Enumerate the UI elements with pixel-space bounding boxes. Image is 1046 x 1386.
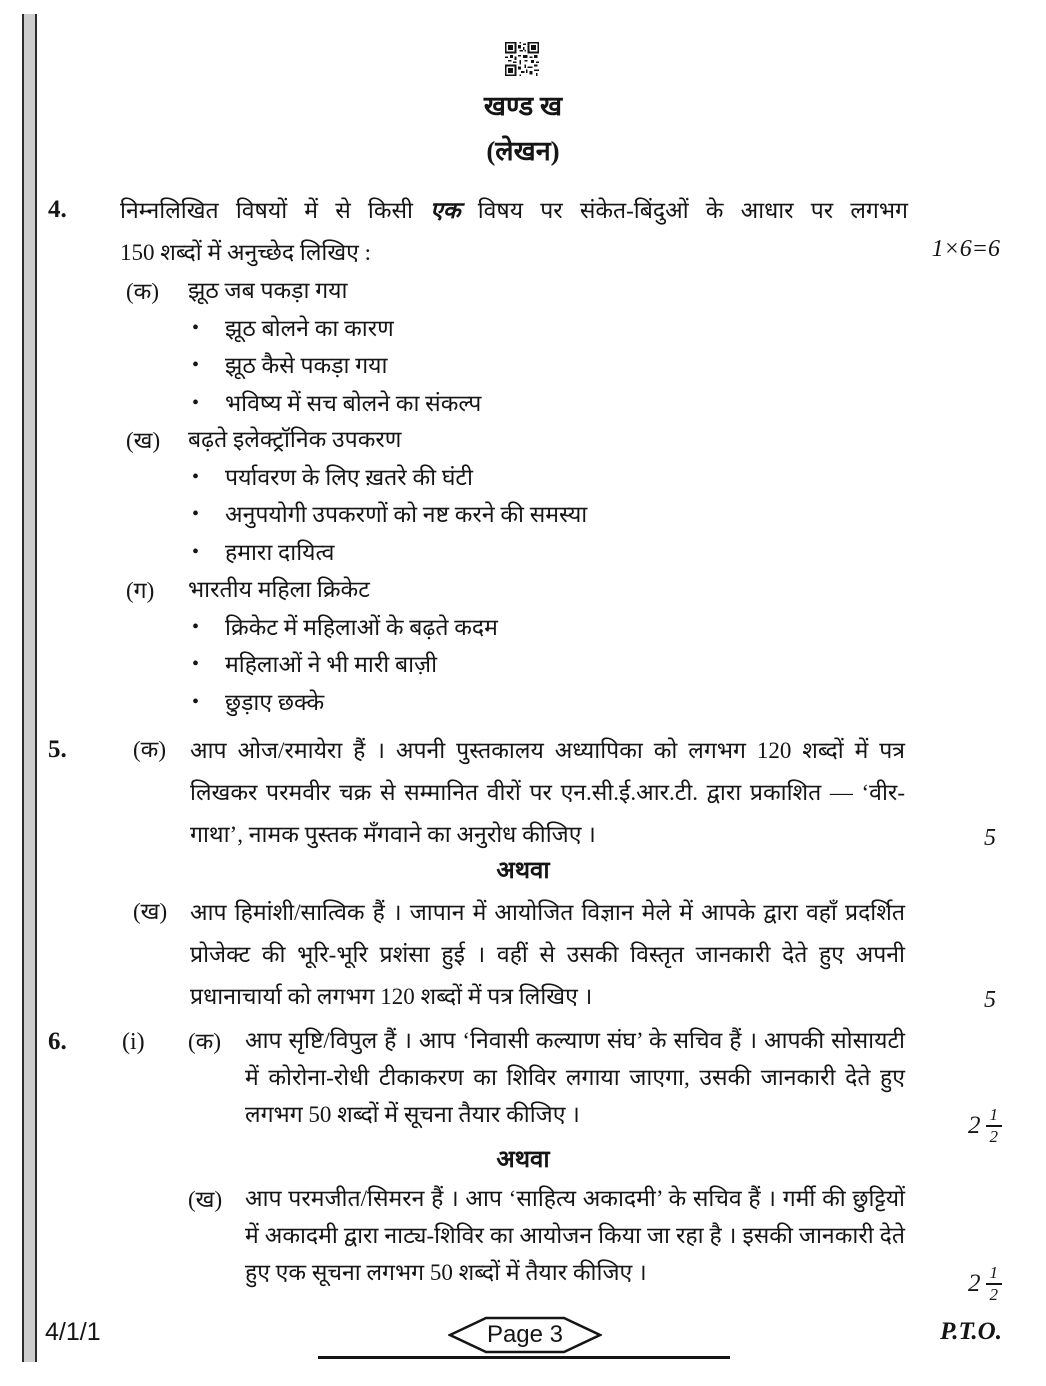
bullet-text: महिलाओं ने भी मारी बाज़ी: [225, 652, 438, 677]
footer-divider: [318, 1356, 730, 1359]
q6-option-kha-text: आप परमजीत/सिमरन हैं । आप ‘साहित्य अकादमी’ के सचिव हैं । गर्मी की छुट्टियों में अकादमी द्वारा नाट्य-शिविर का आयोजन किया जा रहा है । इसकी जानकारी देते हुए एक सूचना लगभग 50 शब्दों में तैयार कीजिए ।: [245, 1186, 905, 1285]
list-item: [192, 684, 1002, 722]
q5-option-ka-label: (क): [133, 737, 166, 762]
list-item: [192, 646, 1002, 684]
fraction-denominator: 2: [989, 1127, 998, 1147]
q6-or-divider: अथवा: [496, 1147, 550, 1173]
list-item: [192, 496, 1002, 534]
q6-option-ka-label: (क): [188, 1029, 221, 1054]
list-item: [192, 310, 1002, 348]
bullet-icon: •: [192, 316, 200, 339]
list-item: [192, 534, 1002, 572]
question-6-option-ka: [48, 1022, 1002, 1147]
bullet-text: पर्यावरण के लिए ख़तरे की घंटी: [225, 464, 473, 490]
bullet-text: क्रिकेट में महिलाओं के बढ़ते कदम: [225, 614, 498, 640]
fraction-denominator: 2: [989, 1285, 998, 1305]
q6-option-kha-marks: [968, 1264, 1002, 1305]
question-5-number: 5.: [48, 736, 67, 763]
pto-label: P.T.O.: [940, 1318, 1002, 1345]
bullet-icon: •: [192, 465, 200, 488]
marks-whole: 2: [968, 1112, 981, 1140]
question-6-option-kha: [48, 1180, 1002, 1305]
fraction-numerator: 1: [986, 1106, 1003, 1128]
question-5-option-kha: [48, 892, 1002, 1018]
question-6-roman: (i): [122, 1029, 145, 1055]
q4-option-ka: [48, 272, 1002, 422]
bullet-text: झूठ कैसे पकड़ा गया: [225, 353, 388, 378]
qr-code-icon: [505, 42, 539, 76]
question-5-option-ka: [48, 730, 1002, 856]
question-4-intro: [48, 190, 1002, 274]
bullet-icon: •: [192, 690, 200, 713]
bullet-icon: •: [192, 540, 200, 563]
question-4-intro-pre: निम्नलिखित विषयों में से किसी: [120, 198, 431, 223]
bullet-icon: •: [192, 653, 200, 675]
q6-option-kha-label: (ख): [188, 1187, 223, 1212]
question-4-intro-line2: 150 शब्दों में अनुच्छेद लिखिए :: [120, 240, 372, 265]
list-item: [192, 347, 1002, 385]
bullet-text: झूठ बोलने का कारण: [225, 315, 394, 341]
q4-option-kha-title: बढ़ते इलेक्ट्रॉनिक उपकरण: [188, 427, 402, 452]
question-4-number: 4.: [48, 196, 67, 223]
list-item: [192, 385, 1002, 423]
marks-whole: 2: [968, 1270, 981, 1298]
q4-option-ga-title: भारतीय महिला क्रिकेट: [188, 577, 370, 602]
page-number-label: Page 3: [486, 1321, 564, 1348]
q4-option-ka-label: (क): [126, 279, 159, 304]
bullet-icon: •: [192, 391, 200, 414]
q4-option-kha: [48, 421, 1002, 571]
question-4-intro-line1: [120, 190, 908, 232]
q4-option-kha-label: (ख): [126, 428, 161, 453]
q5-option-ka-marks: 5: [984, 825, 996, 851]
question-4-marks: 1×6=6: [931, 236, 1000, 262]
q4-option-ka-title: झूठ जब पकड़ा गया: [188, 278, 348, 303]
q5-option-kha-marks: 5: [984, 987, 996, 1013]
question-4-intro-post: विषय पर संकेत-बिंदुओं के आधार पर लगभग: [460, 198, 909, 223]
section-title: खण्ड ख: [483, 91, 563, 121]
q6-option-ka-text: आप सृष्टि/विपुल हैं । आप ‘निवासी कल्याण संघ’ के सचिव हैं । आपकी सोसायटी में कोरोना-रोधी टीकाकरण का शिविर लगाया जाएगा, उसकी जानकारी देते हुए लगभग 50 शब्दों में सूचना तैयार कीजिए ।: [245, 1028, 905, 1127]
bullet-icon: •: [192, 503, 200, 525]
q5-option-kha-label: (ख): [133, 899, 168, 924]
bullet-icon: •: [192, 615, 200, 638]
bullet-text: हमारा दायित्व: [225, 539, 335, 565]
question-4-intro-emphasis: एक: [430, 198, 461, 223]
q6-option-ka-marks: [968, 1106, 1002, 1147]
fraction-numerator: 1: [986, 1264, 1003, 1286]
list-item: [192, 459, 1002, 497]
q5-option-ka-text: आप ओज/रमायेरा हैं । अपनी पुस्तकालय अध्यापिका को लगभग 120 शब्दों में पत्र लिखकर परमवीर चक्र से सम्मानित वीरों पर एन.सी.ई.आर.टी. द्वारा प्रकाशित — ‘वीर-गाथा’, नामक पुस्तक मँगवाने का अनुरोध कीजिए ।: [190, 738, 905, 847]
marks-fraction: [986, 1106, 1003, 1147]
q4-option-ga: [48, 571, 1002, 721]
question-6-number: 6.: [48, 1028, 67, 1055]
bullet-text: अनुपयोगी उपकरणों को नष्ट करने की समस्या: [225, 502, 588, 527]
section-subtitle: (लेखन): [486, 136, 560, 166]
q4-option-ga-label: (ग): [126, 578, 155, 603]
paper-code: 4/1/1: [45, 1318, 101, 1346]
bullet-icon: •: [192, 354, 200, 376]
bullet-text: भविष्य में सच बोलने का संकल्प: [225, 390, 482, 416]
bullet-text: छुड़ाए छक्के: [225, 689, 325, 715]
marks-fraction: [986, 1264, 1003, 1305]
q5-option-kha-text: आप हिमांशी/सात्विक हैं । जापान में आयोजित विज्ञान मेले में आपके द्वारा वहाँ प्रदर्शित प्रोजेक्ट की भूरि-भूरि प्रशंसा हुई । वहीं से उसकी विस्तृत जानकारी देते हुए अपनी प्रधानाचार्या को लगभग 120 शब्दों में पत्र लिखिए ।: [190, 900, 905, 1009]
list-item: [192, 609, 1002, 647]
q5-or-divider: अथवा: [496, 858, 550, 884]
